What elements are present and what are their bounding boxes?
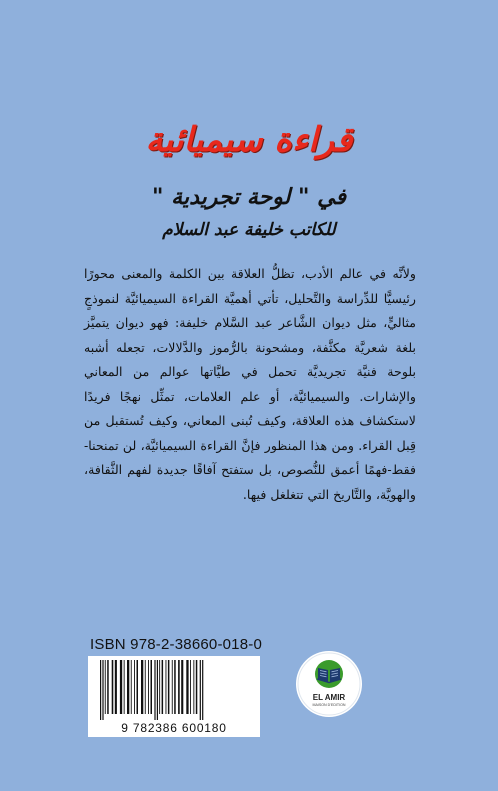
barcode-bar: [100, 660, 101, 720]
barcode-bar: [190, 660, 191, 714]
book-title: قراءة سيميائية: [145, 120, 353, 160]
open-book-icon: [296, 651, 362, 717]
barcode-bar: [141, 660, 143, 714]
barcode-bar: [120, 660, 122, 714]
barcode-bar: [127, 660, 129, 714]
barcode-bar: [107, 660, 109, 714]
barcode-bar: [202, 660, 203, 720]
barcode-bar: [148, 660, 149, 714]
barcode-bar: [112, 660, 114, 714]
barcode-digits: 9 782386 600180: [121, 721, 227, 735]
barcode-bar: [159, 660, 160, 714]
barcode-bar: [193, 660, 194, 714]
isbn-barcode: [88, 656, 260, 737]
barcode-bar: [174, 660, 176, 714]
barcode-bar: [102, 660, 103, 720]
barcode-bar: [134, 660, 135, 714]
barcode-bar: [166, 660, 167, 714]
barcode-bar: [154, 660, 155, 720]
publisher-logo: [296, 651, 362, 717]
isbn-label: ISBN 978-2-38660-018-0: [90, 636, 263, 653]
barcode-bar: [145, 660, 146, 714]
barcode-bar: [200, 660, 201, 720]
barcode-bar: [168, 660, 170, 714]
barcode-bar: [115, 660, 117, 714]
barcode-bar: [124, 660, 125, 714]
barcode-bar: [105, 660, 106, 714]
blurb-text: ولأنَّه في عالم الأدب، تظلُّ العلاقة بين الكلمة والمعنى محورًا رئيسيًّا للدِّراسة والتَّحليل، تأتي أهميَّة القراءة السيميائيَّة لنموذجٍ مثاليٍّ، مثل ديوان الشَّاعر عبد السَّلام خليفة: فهو ديوان يتميَّز بلغة شعريَّة مكثَّفة، ومشحونة بالرُّموز والدَّلالات، تجعله أشبه بلوحة فنيَّة تجريديَّة تحمل في طيَّاتها عوالم من المعاني والإشارات. والسيميائيَّة، أو علم العلامات، تمثِّل نهجًا فريدًا لاستكشاف هذه العلاقة، وكيف تُبنى المعاني، وكيف تُستقبل من قِبل القراء. ومن هذا المنظور فإنَّ القراءة السيميائيَّة، لن تمنحنا-فقط-فهمًا أعمق للنُّصوص، بل ستفتح آفاقًا جديدة لفهم الثَّقافة، والهويَّة، والتَّاريخ التي تتغلغل فيها.: [84, 266, 416, 502]
publisher-name: EL AMIR: [312, 693, 346, 702]
barcode-bar: [131, 660, 132, 714]
publisher-tagline: MAISON D'EDITION: [312, 703, 346, 707]
barcode-bar: [151, 660, 153, 714]
barcode-bar: [162, 660, 164, 714]
book-author: للكاتب خليفة عبد السلام: [162, 220, 336, 240]
barcode-bar: [137, 660, 139, 714]
barcode-bar: [157, 660, 158, 720]
barcode-bar: [178, 660, 180, 714]
barcode-bar: [172, 660, 173, 714]
barcode-bar: [196, 660, 198, 714]
book-subtitle: في " لوحة تجريدية ": [152, 185, 346, 210]
barcode-bar: [186, 660, 188, 714]
barcode-bar: [181, 660, 183, 714]
barcode-bars: [88, 656, 260, 722]
